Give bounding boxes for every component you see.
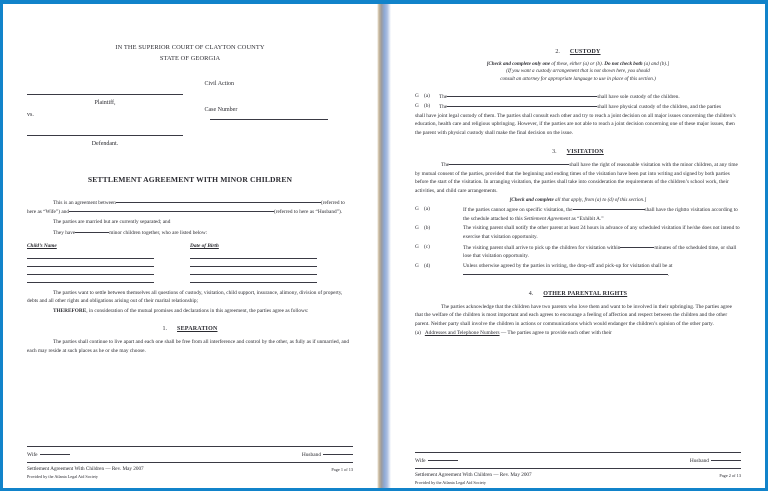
visitation-option-c-label: (c) xyxy=(423,243,430,250)
section-heading-separation xyxy=(27,325,353,335)
book-spine xyxy=(377,4,391,488)
children-table-rows xyxy=(27,258,353,283)
child-name-input-line[interactable] xyxy=(27,274,154,275)
section-1-body: The parties shall continue to live apart and each one shall be free from all interference and control by the other, as fully as if unmarried, and each may reside at such places as he or she may choose. xyxy=(27,339,350,354)
visitation-instruction-line xyxy=(415,197,741,205)
child-name-cell[interactable] xyxy=(27,266,190,267)
custody-instruction-line-2: (If you want a custody arrangement that is not shown here, you should xyxy=(506,68,650,75)
table-row[interactable] xyxy=(27,274,353,275)
section-heading-custody xyxy=(415,48,741,58)
recital-paragraph-2 xyxy=(27,307,353,316)
child-name-input-line[interactable] xyxy=(27,258,154,259)
visitation-option-a-text xyxy=(439,205,741,223)
item-a-title: Addresses and Telephone Numbers xyxy=(424,330,500,337)
wife-initials-field[interactable] xyxy=(415,456,458,466)
custody-option-b-text xyxy=(439,102,741,112)
visitation-instr-rest: all that apply, from (a) to (d) of this section.] xyxy=(553,196,647,203)
wife-label: Wife xyxy=(414,457,426,464)
visitation-option-b-text: The visiting parent shall notify the other parent at least 24 hours in advance of any scheduled visitation if he/she does not intend to exercise that visitation opportunity. xyxy=(462,225,740,240)
checkbox-icon[interactable]: G xyxy=(414,243,419,250)
visitation-option-c[interactable] xyxy=(415,243,741,261)
footer-content xyxy=(415,472,741,486)
intro-paragraph-1 xyxy=(27,198,353,217)
vis-c-text-c: the scheduled time, or shall lose that visitation opportunity. xyxy=(462,244,737,260)
court-state-line: STATE OF GEORGIA xyxy=(159,55,221,63)
visitation-option-d-label: (d) xyxy=(423,262,431,269)
child-dob-cell[interactable] xyxy=(190,258,353,259)
document-reference: Settlement Agreement With Children — Rev. May 2007 xyxy=(27,465,144,472)
husband-initials-field[interactable] xyxy=(690,456,741,466)
physical-custody-party-input-line[interactable] xyxy=(447,102,597,107)
visitation-instr-bold: [Check and complete xyxy=(509,196,554,203)
caption-case-info xyxy=(197,80,353,149)
visitation-lead-b: shall have the right of reasonable visitation with the minor children, at any time by mutual consent of the parties, provided that the beginning and ending times of the visitation have been put into writing and signed by both parties before the start of the visitation. In arranging visitation, the parties shall take into consideration the requirements of the children’s school work, their activities, and child care arrangements. xyxy=(414,162,738,194)
section-4-item-a xyxy=(415,329,741,338)
vis-a-exhibit-ref: Settlement Agreement xyxy=(524,215,571,222)
page-title: SETTLEMENT AGREEMENT WITH MINOR CHILDREN xyxy=(87,174,293,184)
section-4-name: OTHER PARENTAL RIGHTS xyxy=(543,290,628,297)
child-name-cell[interactable] xyxy=(27,282,190,283)
footer-left xyxy=(415,472,532,486)
opt-b-text-a: The xyxy=(438,104,448,111)
custody-option-a-label: (a) xyxy=(423,92,430,99)
recital-paragraph-1: The parties want to settle between themselves all questions of custody, visitation, child support, insurance, alimony, division of property, debts and all other rights and obligations arising out of their marital relationship; xyxy=(27,289,343,305)
section-3-number: 3. xyxy=(552,148,557,155)
checkbox-icon[interactable]: G xyxy=(414,103,419,110)
intro-paragraph-3 xyxy=(27,228,353,238)
intro-p3-a: They have xyxy=(53,229,76,236)
instr-bold-b: Do not check both xyxy=(604,60,643,67)
signature-divider xyxy=(27,446,353,447)
custody-instruction-line-3: consult an attorney for appropriate language to use in place of this section.) xyxy=(500,76,656,82)
table-row[interactable] xyxy=(27,258,353,259)
footer-divider xyxy=(415,468,741,469)
visitation-option-b[interactable] xyxy=(415,224,741,241)
instr-tail: (a) and (b).] xyxy=(642,60,670,67)
item-a-label: (a) xyxy=(414,330,421,337)
vis-d-text-c: . xyxy=(667,272,670,279)
intro-p3-b: minor children together, who are listed below: xyxy=(109,229,208,236)
custody-option-b[interactable] xyxy=(415,102,741,112)
child-name-input-line[interactable] xyxy=(27,282,154,283)
checkbox-icon[interactable]: G xyxy=(414,206,419,213)
child-dob-input-line[interactable] xyxy=(190,266,317,267)
custody-option-b-continued: shall have joint legal custody of them. The parties shall consult each other and try to reach a joint decision on all major issues concerning the children’s education, health care and religious upbringing. However, if the parties are not able to reach a joint decision concerning one of these major issues, then the parent with physical custody shall make the final decision on the issue. xyxy=(414,112,736,136)
vis-a-text-b: shall have the right xyxy=(644,207,685,214)
child-dob-cell[interactable] xyxy=(190,282,353,283)
defendant-name-line[interactable] xyxy=(27,135,183,136)
case-number-label: Case Number xyxy=(204,107,238,114)
child-dob-cell[interactable] xyxy=(190,274,353,275)
footer-left xyxy=(27,466,144,480)
page-2-footer xyxy=(415,452,741,486)
custody-option-a-text xyxy=(439,92,741,102)
opt-a-text-a: The xyxy=(438,93,448,100)
page-number: Page 1 of 13 xyxy=(331,466,354,472)
civil-action-label: Civil Action xyxy=(204,81,235,88)
vis-a-text-d: as “Exhibit A.” xyxy=(570,215,604,222)
case-number-row xyxy=(205,106,353,125)
child-name-cell[interactable] xyxy=(27,258,190,259)
pickup-minutes-input-line[interactable] xyxy=(620,243,654,248)
document-page-1[interactable] xyxy=(3,4,377,488)
vis-a-text-a: If the parties cannot agree on specific visitation, the xyxy=(462,207,573,214)
document-reference: Settlement Agreement With Children — Rev. May 2007 xyxy=(414,471,532,478)
visitation-option-a-label: (a) xyxy=(423,206,430,213)
child-dob-cell[interactable] xyxy=(190,266,353,267)
vis-c-text-a: The visiting parent shall arrive to pick up the children for visitation within xyxy=(462,244,621,251)
wife-initials-line[interactable] xyxy=(40,450,70,455)
section-1-number: 1. xyxy=(162,326,168,333)
therefore-lead: THEREFORE xyxy=(53,307,87,314)
column-header-child-name: Child’s Name xyxy=(27,243,57,250)
wife-label: Wife xyxy=(27,451,38,458)
section-2-name: CUSTODY xyxy=(569,49,601,55)
wife-name-input-line[interactable] xyxy=(116,198,321,203)
intro-paragraph-2: The parties are married but are currently separated; and xyxy=(53,219,171,226)
item-a-text: — The parties agree to provide each other with their xyxy=(499,330,612,337)
husband-initials-line[interactable] xyxy=(323,450,353,455)
section-2-number: 2. xyxy=(555,49,560,55)
visitation-party-input-line[interactable] xyxy=(449,160,569,165)
therefore-rest: , in consideration of the mutual promises and declarations in this agreement, the parties agree as follows: xyxy=(86,307,309,314)
two-page-spread xyxy=(3,4,765,488)
visitation-option-d-text xyxy=(439,262,741,280)
sole-custody-party-input-line[interactable] xyxy=(447,92,597,97)
children-table-header xyxy=(27,242,353,251)
child-dob-input-line[interactable] xyxy=(190,258,317,259)
checkbox-icon[interactable]: G xyxy=(414,225,419,232)
signature-divider xyxy=(415,452,741,453)
signature-row xyxy=(415,456,741,469)
custody-option-a[interactable] xyxy=(415,92,741,102)
intro-p1-c: “Wife”) and xyxy=(43,209,69,216)
case-caption xyxy=(27,80,353,149)
wife-initials-line[interactable] xyxy=(428,456,458,461)
plaintiff-name-line[interactable] xyxy=(27,94,183,95)
vis-d-text-b: be at xyxy=(662,262,673,269)
footer-content xyxy=(27,466,353,480)
vis-d-text-a: Unless otherwise agreed by the parties in writing, the drop-off and pick-up for visitation shall xyxy=(462,262,662,269)
dropoff-location-input-line[interactable] xyxy=(463,270,668,275)
section-heading-visitation xyxy=(415,148,741,158)
intro-p1-a: This is an agreement between xyxy=(53,199,116,206)
child-name-cell[interactable] xyxy=(27,274,190,275)
visitation-option-b-label: (b) xyxy=(423,225,431,232)
section-1-name: SEPARATION xyxy=(177,326,218,333)
custody-option-b-label: (b) xyxy=(423,103,431,110)
child-dob-input-line[interactable] xyxy=(190,274,317,275)
husband-name-input-line[interactable] xyxy=(69,207,274,212)
page-1-footer xyxy=(27,446,353,480)
section-3-name: VISITATION xyxy=(566,148,604,155)
versus-label: vs. xyxy=(27,112,34,119)
footer-divider xyxy=(27,462,353,463)
column-header-date-of-birth: Date of Birth xyxy=(190,243,219,250)
table-row[interactable] xyxy=(27,266,353,267)
intro-p1-d: (referred to here as “Husband”). xyxy=(274,209,343,216)
section-4-number: 4. xyxy=(528,290,534,297)
visitation-lead-a: The xyxy=(440,162,450,169)
instr-bold-a: [Check and complete only one xyxy=(486,60,551,67)
caption-parties xyxy=(27,80,197,149)
child-name-input-line[interactable] xyxy=(27,266,154,267)
visitation-option-a[interactable] xyxy=(415,205,741,223)
court-name-line: IN THE SUPERIOR COURT OF CLAYTON COUNTY xyxy=(115,44,265,51)
visitation-schedule-party-input-line[interactable] xyxy=(573,205,645,210)
provider-credit: Provided by the Atlanta Legal Aid Society xyxy=(27,473,98,479)
wife-initials-field[interactable] xyxy=(27,450,70,460)
court-heading xyxy=(27,42,353,64)
visitation-option-d[interactable] xyxy=(415,262,741,280)
husband-label: Husband xyxy=(689,457,709,464)
document-page-2[interactable] xyxy=(391,4,765,488)
husband-label: Husband xyxy=(301,451,322,458)
visitation-option-c-text xyxy=(439,243,741,261)
case-number-input-line[interactable] xyxy=(210,119,328,120)
defendant-role-label: Defendant. xyxy=(91,140,119,147)
section-4-body: The parties acknowledge that the children have two parents who love them and want to be involved in their upbringing. The parties agree that the welfare of the children is most important and each agrees to encourage a feeling of affection and respect between the children and the other parent. Neither party shall involve the children in actions or communications which would endanger the children’s opinion of the other party. xyxy=(414,303,732,327)
plaintiff-role-label: Plaintiff, xyxy=(94,100,116,107)
child-dob-input-line[interactable] xyxy=(190,282,317,283)
husband-initials-line[interactable] xyxy=(711,456,741,461)
intro-p1-b: (referred to here as xyxy=(27,199,345,216)
signature-row xyxy=(27,450,353,463)
opt-b-text-b: shall have physical custody of the children, and the parties xyxy=(597,104,722,111)
section-heading-other-parental-rights xyxy=(415,290,741,300)
children-count-input-line[interactable] xyxy=(75,228,109,233)
table-row[interactable] xyxy=(27,282,353,283)
vis-a-text-c: to visitation according to the schedule attached to this xyxy=(462,207,738,222)
visitation-lead-paragraph xyxy=(415,160,741,195)
husband-initials-field[interactable] xyxy=(302,450,353,460)
provider-credit: Provided by the Atlanta Legal Aid Society xyxy=(414,479,486,485)
checkbox-icon[interactable]: G xyxy=(414,92,419,99)
checkbox-icon[interactable]: G xyxy=(414,262,419,269)
opt-a-text-b: shall have sole custody of the children. xyxy=(597,93,680,100)
vis-c-text-b: minutes of xyxy=(654,244,677,251)
instr-rest: of these, either (a) or (b). xyxy=(550,60,605,67)
page-number: Page 2 of 13 xyxy=(719,472,741,478)
